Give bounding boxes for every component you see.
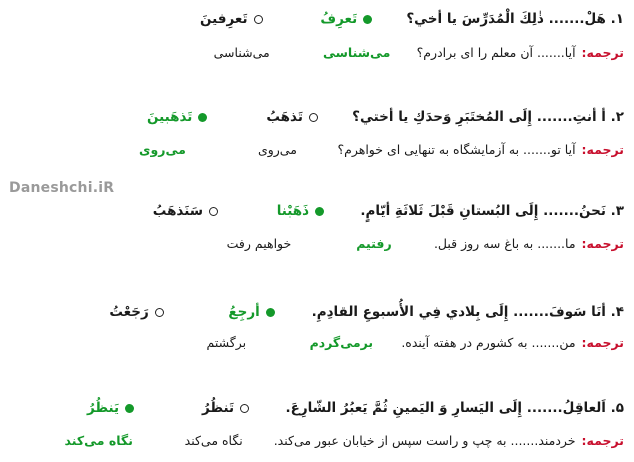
question-text: ۴. أنَا سَوفَ....... إِلَی بِلادي فِي الأُسبوعِ القادِمِ. [311, 304, 624, 320]
radio-empty-icon [254, 15, 263, 24]
translation-row-4 [8, 335, 624, 350]
answers [8, 45, 417, 60]
question-text: ۲. أ أنتِ....... إِلَی المُختَبَرِ وَحدَكِ یا أختي؟ [352, 109, 624, 125]
question-row-3 [8, 203, 624, 219]
option-correct[interactable] [192, 304, 312, 320]
option-wrong[interactable] [82, 304, 192, 320]
answers [8, 335, 401, 350]
question-row-5 [8, 400, 624, 416]
answer-correct: می‌روی [139, 142, 186, 157]
answers [8, 142, 337, 157]
options [8, 203, 360, 219]
translation-label: ترجمه: [581, 335, 624, 350]
translation-row-1 [8, 45, 624, 60]
answer-wrong: نگاه می‌کند [184, 433, 243, 448]
options [8, 400, 286, 416]
question-text: ۳. نَحنُ....... إِلَی البُستانِ قَبْلَ ثَلاثَةِ أیّامٍ. [360, 203, 624, 219]
radio-filled-icon [125, 404, 134, 413]
option-wrong[interactable] [176, 11, 286, 27]
radio-filled-icon [363, 15, 372, 24]
translation-label: ترجمه: [581, 45, 624, 60]
translation-row-2 [8, 142, 624, 157]
answer-correct: می‌شناسی [322, 45, 391, 60]
translation-text: آیا تو....... به آزمایشگاه به تنهایی ای خواهرم؟ [337, 142, 576, 157]
option-label: تَعرِفُ [320, 11, 358, 27]
options [8, 304, 312, 320]
question-row-2 [8, 109, 624, 125]
option-label: أرجِعُ [228, 304, 260, 320]
option-correct[interactable] [56, 400, 166, 416]
translation-text: ما....... به باغ سه روز قبل. [433, 236, 576, 251]
answers [8, 433, 274, 448]
translation-text: خردمند....... به چپ و راست سپس از خیابان عبور می‌کند. [273, 433, 576, 448]
site-watermark: Daneshchi.iR [9, 180, 115, 196]
option-label: تَذهَبُ [266, 109, 303, 125]
option-wrong[interactable] [232, 109, 352, 125]
answer-wrong: می‌روی [257, 142, 297, 157]
question-row-4 [8, 304, 624, 320]
answer-correct: برمی‌گردم [309, 335, 374, 350]
radio-filled-icon [266, 308, 275, 317]
radio-empty-icon [240, 404, 249, 413]
radio-filled-icon [315, 207, 324, 216]
translation-label: ترجمه: [581, 433, 624, 448]
translation-text: من....... به کشورم در هفته آینده. [401, 335, 576, 350]
option-label: ذَهَبْنا [276, 203, 310, 219]
option-wrong[interactable] [166, 400, 286, 416]
translation-row-5 [8, 433, 624, 448]
answers [8, 236, 434, 251]
answer-correct: نگاه می‌کند [64, 433, 133, 448]
question-row-1 [8, 11, 624, 27]
option-label: تَنظُرُ [201, 400, 235, 416]
radio-empty-icon [209, 207, 218, 216]
option-label: تَعرِفینَ [200, 11, 248, 27]
answer-correct: رفتیم [356, 236, 392, 251]
question-text: ۵. اَلعاقِلُ....... إِلَی الیَسارِ وَ الیَمینِ ثُمَّ یَعبُرُ الشّارِعَ. [285, 400, 624, 416]
option-correct[interactable] [122, 109, 232, 125]
question-text: ۱. هَلْ....... ذٰلِكَ الْمُدَرِّسَ یا أخي؟ [406, 11, 624, 27]
translation-row-3 [8, 236, 624, 251]
option-correct[interactable] [286, 11, 406, 27]
options [8, 109, 352, 125]
option-correct[interactable] [240, 203, 360, 219]
answer-wrong: خواهیم رفت [226, 236, 292, 251]
radio-empty-icon [155, 308, 164, 317]
translation-label: ترجمه: [581, 142, 624, 157]
options [8, 11, 406, 27]
translation-label: ترجمه: [581, 236, 624, 251]
radio-empty-icon [309, 113, 318, 122]
answer-wrong: می‌شناسی [213, 45, 270, 60]
option-label: سَنَذهَبُ [152, 203, 204, 219]
option-label: تَذهَبینَ [146, 109, 193, 125]
option-wrong[interactable] [130, 203, 240, 219]
answer-wrong: برگشتم [206, 335, 247, 350]
option-label: رَجَعْتُ [109, 304, 149, 320]
option-label: یَنظُرُ [86, 400, 120, 416]
radio-filled-icon [198, 113, 207, 122]
translation-text: آیا....... آن معلم را ای برادرم؟ [416, 45, 576, 60]
